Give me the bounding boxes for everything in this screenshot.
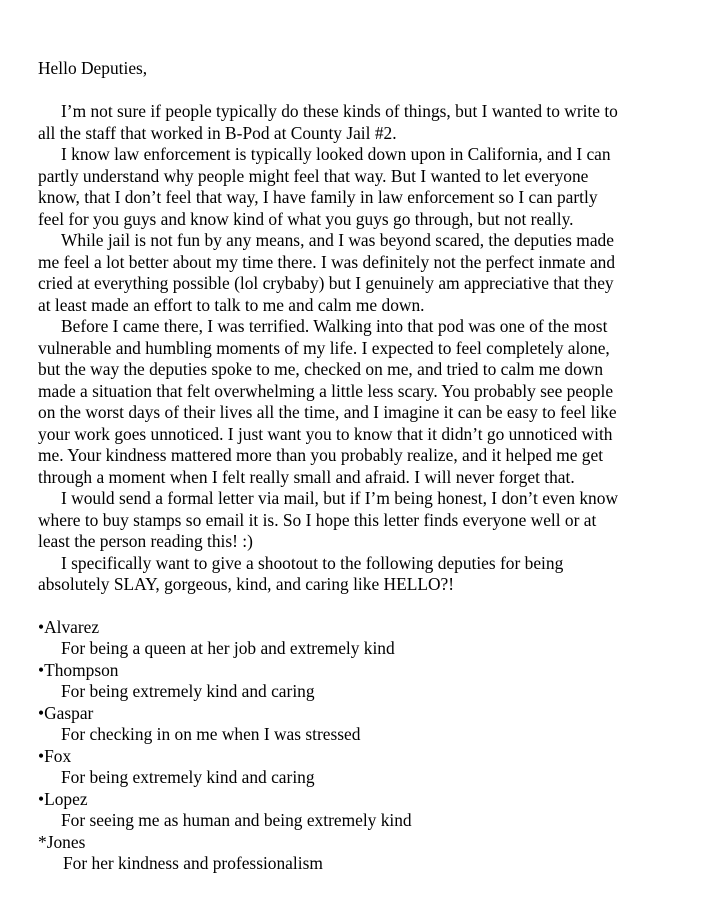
deputy-note: For being extremely kind and caring	[61, 681, 315, 701]
deputy-name: •Alvarez	[38, 617, 100, 637]
paragraph-line: your work goes unnoticed. I just want you to know that it didn’t go unnoticed with	[38, 424, 613, 444]
paragraph-line: on the worst days of their lives all the time, and I imagine it can be easy to feel like	[38, 402, 617, 422]
paragraph-line: where to buy stamps so email it is. So I hope this letter finds everyone well or at	[38, 510, 597, 530]
deputy-note: For being extremely kind and caring	[61, 767, 315, 787]
paragraph-line: vulnerable and humbling moments of my life. I expected to feel completely alone,	[38, 338, 610, 358]
paragraph-line: made a situation that felt overwhelming a little less scary. You probably see people	[38, 381, 614, 401]
paragraph-line: feel for you guys and know kind of what you guys go through, but not really.	[38, 209, 574, 229]
deputy-note: For seeing me as human and being extremely kind	[61, 810, 412, 830]
greeting: Hello Deputies,	[38, 58, 148, 78]
paragraph-line: me feel a lot better about my time there. I was definitely not the perfect inmate and	[38, 252, 616, 272]
paragraph-line: but the way the deputies spoke to me, checked on me, and tried to calm me down	[38, 359, 604, 379]
deputy-name: •Gaspar	[38, 703, 94, 723]
paragraph-line: least the person reading this! :)	[38, 531, 253, 551]
deputy-name: •Lopez	[38, 789, 88, 809]
paragraph-line: I’m not sure if people typically do these kinds of things, but I wanted to write to	[61, 101, 618, 121]
paragraph-line: through a moment when I felt really small and afraid. I will never forget that.	[38, 467, 575, 487]
paragraph-line: absolutely SLAY, gorgeous, kind, and caring like HELLO?!	[38, 574, 455, 594]
paragraph-line: While jail is not fun by any means, and I was beyond scared, the deputies made	[61, 230, 614, 250]
paragraph-line: I specifically want to give a shootout to the following deputies for being	[61, 553, 564, 573]
paragraph-line: at least made an effort to talk to me and calm me down.	[38, 295, 425, 315]
paragraph-line: cried at everything possible (lol crybaby) but I genuinely am appreciative that they	[38, 273, 614, 293]
paragraph-line: I would send a formal letter via mail, but if I’m being honest, I don’t even know	[61, 488, 619, 508]
paragraph-line: all the staff that worked in B-Pod at County Jail #2.	[38, 123, 397, 143]
deputy-name: •Fox	[38, 746, 72, 766]
deputy-name: •Thompson	[38, 660, 119, 680]
paragraph-line: partly understand why people might feel that way. But I wanted to let everyone	[38, 166, 589, 186]
deputy-note: For checking in on me when I was stressed	[61, 724, 361, 744]
deputy-note: For her kindness and professionalism	[63, 853, 323, 873]
paragraph-line: Before I came there, I was terrified. Walking into that pod was one of the most	[61, 316, 608, 336]
deputy-note: For being a queen at her job and extremely kind	[61, 638, 395, 658]
deputy-name: *Jones	[38, 832, 86, 852]
paragraph-line: I know law enforcement is typically looked down upon in California, and I can	[61, 144, 611, 164]
paragraph-line: me. Your kindness mattered more than you probably realize, and it helped me get	[38, 445, 604, 465]
paragraph-line: know, that I don’t feel that way, I have family in law enforcement so I can partly	[38, 187, 598, 207]
